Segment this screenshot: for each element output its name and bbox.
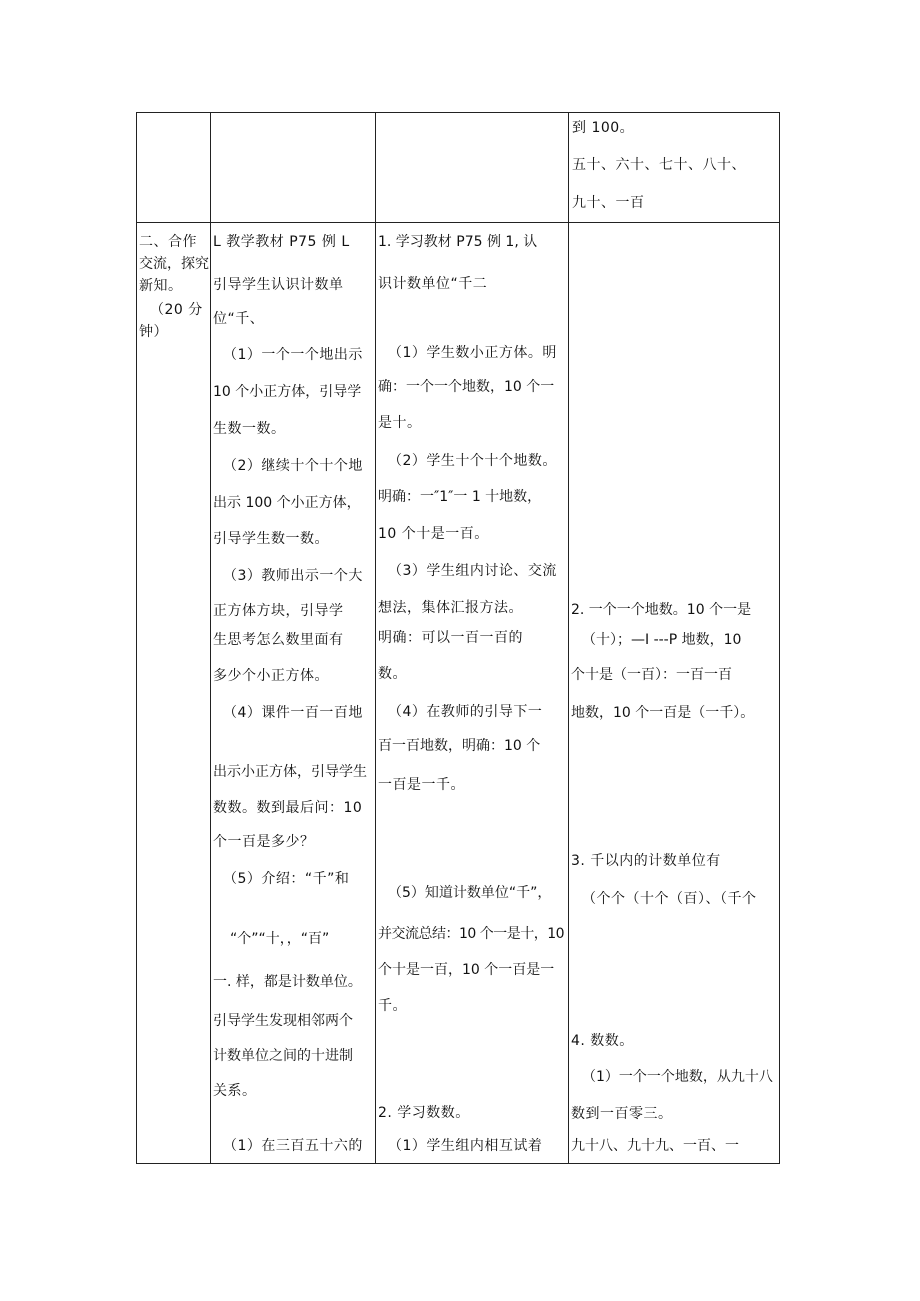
outcome-text: 2. 一个一个地数。10 个一是 [571,602,752,618]
stage-duration: （20 分 [150,302,203,318]
outcome-text: 九十八、九十九、一百、一 [571,1138,739,1154]
cell-text: 到 100。 [572,120,635,136]
student-activity: （1）学生数小正方体。明 [388,345,557,361]
cell-text: 五十、六十、七十、八十、 [572,157,746,173]
teacher-activity: （5）介绍：“千”和 [223,871,350,887]
student-activity: 千。 [378,998,407,1014]
student-activity: 一百是一千。 [378,777,465,793]
teacher-activity: 一. 样，都是计数单位。 [213,974,362,990]
table-border-top [136,112,780,113]
outcome-text: 个十是（一百）：一百一百 [571,667,732,683]
student-activity: 识计数单位“千二 [378,276,488,292]
teacher-activity: 引导学生发现相邻两个 [213,1013,353,1029]
student-activity: 数。 [378,666,407,682]
student-activity: （3）学生组内讨论、交流 [388,563,557,579]
student-activity: 确：一个一个地数，10 个一 [378,379,555,395]
student-activity: 个十是一百，10 个一百是一 [378,962,555,978]
table-border-right [779,112,780,1164]
student-activity: （4）在教师的引导下一 [388,704,543,720]
outcome-text: 数到一百零三。 [571,1106,673,1122]
table-border-left [136,112,137,1164]
teacher-activity: 生思考怎么数里面有 [213,632,344,648]
stage-title: 新知。 [139,278,183,294]
teacher-activity: 计数单位之间的十进制 [213,1048,353,1064]
outcome-text: 地数，10 个一百是（一千）。 [571,705,755,721]
student-activity: 明确：一″1″一 1 十地数， [378,489,542,505]
table-row-divider [136,222,780,223]
table-col-divider-1 [210,112,211,1164]
student-activity: 并交流总结：10 个一是十，10 [378,926,565,942]
stage-duration: 钟） [139,324,168,340]
table-border-bottom [136,1163,780,1164]
student-activity: 明确：可以一百一百的 [378,630,523,646]
teacher-activity: 出示 100 个小正方体， [213,495,361,511]
teacher-activity: 位“千、 [213,311,265,327]
outcome-text: 3. 千以内的计数单位有 [571,853,721,869]
teacher-activity: （1）在三百五十六的 [223,1138,363,1154]
teacher-activity: 10 个小正方体，引导学 [213,384,362,400]
stage-title: 交流，探究 [139,256,209,272]
student-activity: 2. 学习数数。 [378,1105,470,1121]
teacher-activity: 多少个小正方体。 [213,668,329,684]
teacher-activity: 关系。 [213,1083,257,1099]
outcome-text: 4. 数数。 [571,1033,634,1049]
teacher-activity: L 教学教材 P75 例 L [213,234,350,250]
outcome-text: （个个（十个（百）、（千个 [582,891,757,907]
table-col-divider-3 [568,112,569,1164]
student-activity: （2）学生十个十个地数。 [388,453,557,469]
student-activity: （5）知道计数单位“千”， [388,885,552,901]
student-activity: 百一百地数，明确：10 个 [378,738,541,754]
outcome-text: （十）；—I ---P 地数，10 [582,632,742,648]
teacher-activity: 出示小正方体，引导学生 [213,764,367,780]
student-activity: 1. 学习教材 P75 例 1, 认 [378,234,538,250]
cell-text: 九十、一百 [572,195,645,211]
student-activity: 10 个十是一百。 [378,526,489,542]
student-activity: 想法，集体汇报方法。 [378,600,523,616]
outcome-text: （1）一个一个地数，从九十八 [582,1069,773,1085]
teacher-activity: 引导学生认识计数单 [213,277,344,293]
teacher-activity: 正方体方块，引导学 [213,603,344,619]
teacher-activity: （4）课件一百一百地 [223,705,363,721]
teacher-activity: （2）继续十个十个地 [223,458,363,474]
student-activity: （1）学生组内相互试着 [388,1138,543,1154]
teacher-activity: （1）一个一个地出示 [223,347,363,363]
stage-title: 二、合作 [139,234,197,250]
teacher-activity: “个”“十，，“百” [230,931,330,947]
teacher-activity: 数数。数到最后问：10 [213,800,363,816]
teacher-activity: 引导学生数一数。 [213,531,329,547]
teacher-activity: 生数一数。 [213,421,286,437]
teacher-activity: （3）教师出示一个大 [223,568,363,584]
student-activity: 是十。 [378,415,422,431]
teacher-activity: 个一百是多少？ [213,834,315,850]
table-col-divider-2 [375,112,376,1164]
